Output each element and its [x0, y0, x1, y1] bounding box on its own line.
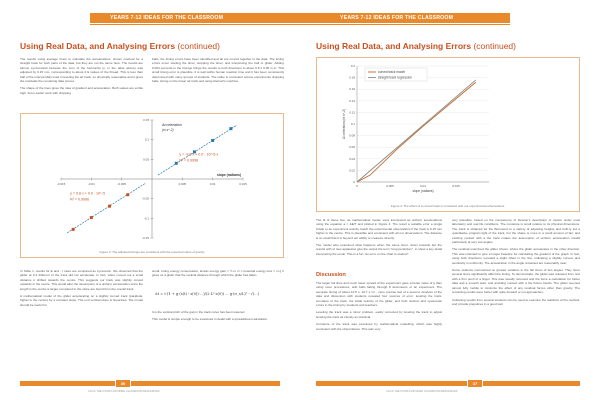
x-axis-label: slope (radians): [216, 173, 241, 177]
y-tick-label: -0.05: [142, 196, 149, 201]
heading-main: Using Real Data, and Analysing Errors: [20, 41, 176, 51]
x-tick-label: 0.015: [452, 184, 460, 188]
x-tick-label: 0.01: [209, 182, 216, 186]
acceleration-chart: [21, 114, 283, 244]
x-tick-label: -0.01: [87, 182, 95, 186]
footer-bar: [20, 381, 115, 386]
legend-title: Acceleration: [162, 123, 182, 127]
r-squared: R² = 0.9996: [179, 158, 199, 163]
heading-main: Using Real Data, and Analysing Errors: [316, 41, 472, 51]
y-tick-label: 0.05: [143, 157, 149, 162]
figure-caption: Figure 3: The adjusted timings are consistent with the expected value of gravity: [99, 250, 205, 254]
y-tick-label: 0.1: [144, 137, 149, 142]
legend-label: curved track model: [378, 70, 405, 75]
footer-bar: [316, 381, 467, 386]
page-number: 36: [116, 380, 130, 387]
paragraph: Collecting results from several students can be used to examine the statistics of the method, and provide prejudices in a good part: [452, 297, 580, 306]
paragraph: A mathematical model of the glider accelerating on a slightly curved track (parabola, higher in the centre) by a constant slope. The end vertical slope is linearized. The model should be useful for: [20, 294, 143, 307]
paragraph: This model is simple enough to be examined in detail with a spreadsheet calculation.: [152, 317, 268, 322]
footer-bar: [483, 381, 580, 386]
paragraph: small. Using energy conservation, kinetic energy gain = ½ m v² = potential energy loss = m g h gives us a glider that the vertical distance through which the glider has fallen.: [152, 269, 284, 278]
r-squared: R² = 0.9996: [70, 197, 89, 202]
x-tick-label: -0.015: [56, 182, 66, 186]
banner-rule: [300, 24, 510, 25]
right-col2-text: [452, 218, 580, 306]
x-tick-label: 0.005: [178, 182, 187, 186]
paragraph: The shape of the lines gives the idea of gradient and acceleration. Both values are a little high. From earlier work with dropping: [20, 86, 143, 95]
banner-rule: [90, 24, 300, 25]
y-tick-label: 0: [353, 180, 355, 184]
regression-equation: y = 9.8 x + 0.0 · 10^-5: [70, 191, 105, 196]
y-tick-label: -0.1: [143, 216, 149, 221]
figure-4: [316, 57, 580, 212]
data-point: [175, 162, 178, 165]
paragraph: The fit of these two, as mathematical model, were interpreted as uniform accelerations using the equation a = ΔE/T and plotted in Figure 4. The result a suitable error a single bristle to an experiment exactly match the experimental observations if the track is 0.15 mm higher in the centre. This is plausible and consistent with all our observations. The distance is so small that it is beyond our ability to measure directly.: [316, 218, 442, 240]
paragraph: balls, the timing errors have been identified and all are moved together in the data. The timing errors occur starting the timer, stopping the timer, and interpreting the ball or glider. Adding 0.004 seconds to the timings brings the results to both directions to about 9.8 ± 0.05 m s². This small timing error is plausible. It is well within human reaction time and it has been consistently determined with many groups of students. The value is consistent across experiments dropping balls, timing on the linear air track and using Atwood's machine.: [152, 57, 284, 84]
x-tick-label: 0.005: [386, 184, 394, 188]
trendline-right: [158, 125, 237, 175]
y-tick-label: 0.08: [349, 133, 355, 138]
trendline-left: [67, 183, 146, 233]
x-tick-label: 0: [356, 184, 358, 188]
paragraph: The results using average times to calculate the accelerations, shown overleaf for a straight track for both parts of the data, but they are not the same here. The results are almost symmetrical because the zero of the horizontal (x, in the table above) was adjusted by 0.15 mm, corresponding to about 2 E values of the thread. This is less than half of the interval (ΔE) used in leveling the air track, so physically reasonable and it gives the residuals the remaining data proves.: [20, 57, 143, 84]
footer-link[interactable]: CLICK THE ICONS FOR MORE CLASSROOM RESOURCES: [88, 390, 160, 393]
left-col1-text: [20, 57, 143, 95]
footer-bar: [131, 381, 280, 386]
y-tick-label: 0.18: [349, 75, 355, 80]
x-tick-label: 0.015: [239, 182, 247, 186]
y-tick-label: 0.15: [143, 118, 149, 122]
figure-3: [20, 113, 284, 258]
regression-equation: y = -9.8 x + 0.0 · 10^-5·x: [179, 152, 219, 157]
y-tick-label: 0.1: [350, 122, 355, 126]
y-axis-label: Acceleration (m s^-2): [342, 108, 346, 140]
left-bottom-col2b: [152, 310, 284, 322]
right-col1-text: [316, 218, 442, 256]
y-tick-label: 0.02: [349, 168, 355, 173]
y-tick-label: 0.14: [349, 98, 355, 103]
y-tick-label: 0.12: [349, 110, 355, 115]
paragraph: Leveling the track was a minor problem, easily corrected by leveling the track to adjust leveling the track as closely as practical.: [316, 310, 442, 319]
paragraph: Curvature of the track was examined by mathematical modelling, which was highly consistent with the observations. This was very: [316, 322, 442, 331]
figure-caption: Figure 4: The effect of a curved track is consistent with our experimental observations.: [390, 204, 506, 208]
page-heading: [316, 41, 516, 51]
left-bottom-col2: [152, 269, 284, 278]
paragraph: very plausible, based on the competency of Newton's description of motion under most laboratory and real life conditions. The curvature is small relative to its physical dimensions. The track is obtained for the Borrowed to a variety of adjusting heights and built-ly led a quantitative program light of the track, but the shape is more in a small amount of fair, and existing contact with a the track makes the assumption of uniform acceleration invalid particularly at very low angles.: [452, 218, 580, 245]
legend-label: straight track regression: [378, 75, 413, 80]
x-tick-label: -0.005: [117, 182, 126, 186]
section-banner: YEARS 7-12 IDEAS FOR THE CLASSROOM: [300, 13, 510, 23]
data-point: [126, 193, 129, 196]
y-tick-label: -0.15: [142, 236, 149, 240]
heading-continued: (continued): [177, 41, 220, 51]
x-tick-label: 0.01: [420, 184, 426, 188]
legend-unit: (m s^-2): [162, 128, 174, 132]
equation-block: Δt = t·(1 + g·(s(t) - s(0))·...)/(2·L²·s(0)) ... g·(σ_s/L)² - √(...): [155, 292, 260, 296]
footer-link[interactable]: CLICK THE ICONS FOR MORE CLASSROOM RESOURCES: [386, 390, 458, 393]
paragraph: It is the vertical pitch of the gap in the track curve has been lowered.: [152, 310, 246, 314]
y-tick-label: 0.06: [349, 145, 355, 150]
data-point: [72, 228, 75, 231]
data-point: [108, 205, 111, 208]
paragraph: The larger full lines and much lower spread of the experiment gave a better value of g than using more procedures, with balls falling through 8 decimeters or an experiment. The accurate timing of about 10.5 s, 10.7 s m² , more precise last of a second. Analysis of the data and discussion with students revealed four sources of error: leveling the track, curvature of the track, the initial velocity of the glider, and both random and systematic errors in the timing by students and teachers.: [316, 281, 442, 308]
right-col1-discussion: [316, 281, 442, 331]
paragraph: Some students commented on greater variation in the fall times of two angles. They timer several times significantly affect the timing. To demonstrate, the glider was released from rest with a firm push of a finger. This was usually removed and the force a calculation for better data and a smooth start, and avoiding contact with a the fixture hands. The glider seemed almost fully mobile to minimize the effect of any residual forces other than gravity. The remaining results were better with quite forward or not approaches.: [452, 268, 580, 295]
series-line-straight: [357, 80, 476, 182]
paragraph: The model also examined what happens when the same timer, down towards but the results with of new apparatus give the output the term "long pendulum", to show a key detail interpreting the result. This is a fun "an error on the chart is student".: [316, 243, 442, 256]
paragraph: The residual examined the glider shows, where the glider accelerates in the other direction. This was intended to give a longer baseline for calculating the gradient of the graph. In fact, using both directions revealed a slight offset in the line, indicating a slightly curved, and sensitivity in uniformity. The acceleration in the angle remained are reasonably near.: [452, 247, 580, 265]
x-axis-label: slope (radians): [412, 189, 434, 193]
left-bottom-col1: [20, 269, 143, 307]
page-heading: [20, 41, 220, 51]
right-page: [300, 0, 600, 400]
discussion-heading: Discussion: [316, 272, 346, 278]
y-tick-label: 0.2: [350, 64, 355, 68]
y-tick-label: 0.04: [349, 156, 355, 161]
data-point: [90, 216, 93, 219]
left-col2-text: [152, 57, 284, 83]
heading-continued: (continued): [473, 41, 516, 51]
data-point: [211, 139, 214, 142]
page-number: 37: [468, 380, 482, 387]
paragraph: In Table 1, results for E and - f rates are compared as symmetric. We observed that the glider at 0.4 different of the track did not accelerate. In fact, when moved out a small distance it shifted towards the centre. This suggests our track was slightly curved upwards in the centre. This would alter the assumption of a uniform acceleration since the length in the centre is larger compared to the slope are found from the overall track.: [20, 269, 143, 291]
data-point: [229, 127, 232, 130]
curved-track-chart: [317, 58, 579, 198]
section-banner: YEARS 7-12 IDEAS FOR THE CLASSROOM: [90, 13, 300, 23]
y-tick-label: 0.16: [349, 87, 355, 92]
